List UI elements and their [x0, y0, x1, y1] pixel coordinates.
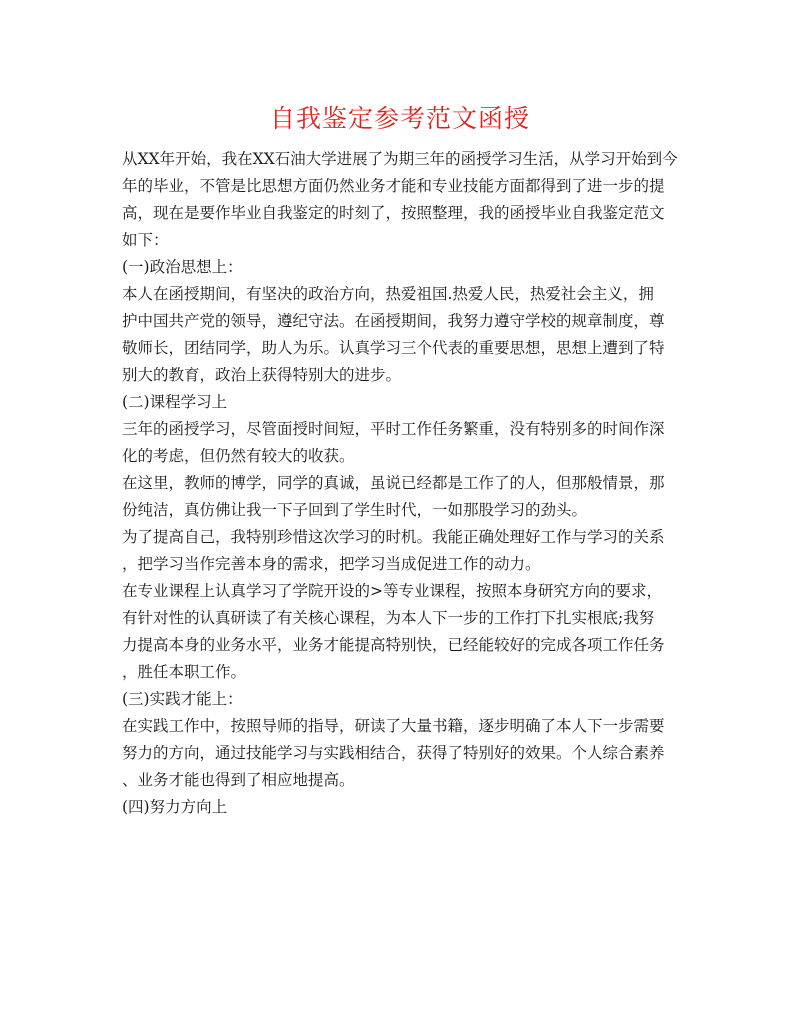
text-line: 努力的方向，通过技能学习与实践相结合，获得了特别好的效果。个人综合素养: [122, 744, 665, 762]
text-line: 力提高本身的业务水平，业务才能提高特别快，已经能较好的完成各项工作任务: [122, 636, 665, 654]
text-line: 、业务才能也得到了相应地提高。: [122, 771, 355, 789]
text-line: 有针对性的认真研读了有关核心课程，为本人下一步的工作打下扎实根底;我努: [122, 609, 655, 627]
text-line: 敬师长，团结同学，助人为乐。认真学习三个代表的重要思想，思想上遭到了特: [122, 339, 665, 357]
text-line: 护中国共产党的领导，遵纪守法。在函授期间，我努力遵守学校的规章制度，尊: [122, 312, 665, 330]
section-heading-courses: (二)课程学习上: [122, 393, 228, 411]
text-line: 在实践工作中，按照导师的指导，研读了大量书籍，逐步明确了本人下一步需要: [122, 717, 665, 735]
document-body: [122, 146, 682, 821]
text-line: 本人在函授期间，有坚决的政治方向，热爱祖国.热爱人民，热爱社会主义，拥: [122, 285, 654, 303]
text-line: 年的毕业，不管是比思想方面仍然业务才能和专业技能方面都得到了进一步的提: [122, 177, 665, 195]
section-heading-practice: (三)实践才能上：: [122, 690, 243, 708]
text-line: 如下：: [122, 231, 169, 249]
text-line: 在专业课程上认真学习了学院开设的>等专业课程，按照本身研究方向的要求，: [122, 582, 662, 600]
document-title: 自我鉴定参考范文函授: [269, 104, 530, 133]
text-line: 别大的教育，政治上获得特别大的进步。: [122, 366, 402, 384]
section-heading-politics: (一)政治思想上：: [122, 258, 243, 276]
text-line: 三年的函授学习，尽管面授时间短，平时工作任务繁重，没有特别多的时间作深: [122, 420, 665, 438]
text-line: 从XX年开始，我在XX石油大学进展了为期三年的函授学习生活，从学习开始到今: [122, 150, 678, 168]
text-line: 在这里，教师的博学，同学的真诚，虽说已经都是工作了的人，但那般情景，那: [122, 474, 665, 492]
text-line: 化的考虑，但仍然有较大的收获。: [122, 447, 355, 465]
text-line: 为了提高自己，我特别珍惜这次学习的时机。我能正确处理好工作与学习的关系: [122, 528, 665, 546]
text-line: ，胜任本职工作。: [122, 663, 247, 681]
section-heading-direction: (四)努力方向上: [122, 798, 228, 816]
text-line: ，把学习当作完善本身的需求，把学习当成促进工作的动力。: [122, 555, 541, 573]
text-line: 高，现在是要作毕业自我鉴定的时刻了，按照整理，我的函授毕业自我鉴定范文: [122, 204, 665, 222]
text-line: 份纯洁，真仿佛让我一下子回到了学生时代，一如那股学习的劲头。: [122, 501, 588, 519]
